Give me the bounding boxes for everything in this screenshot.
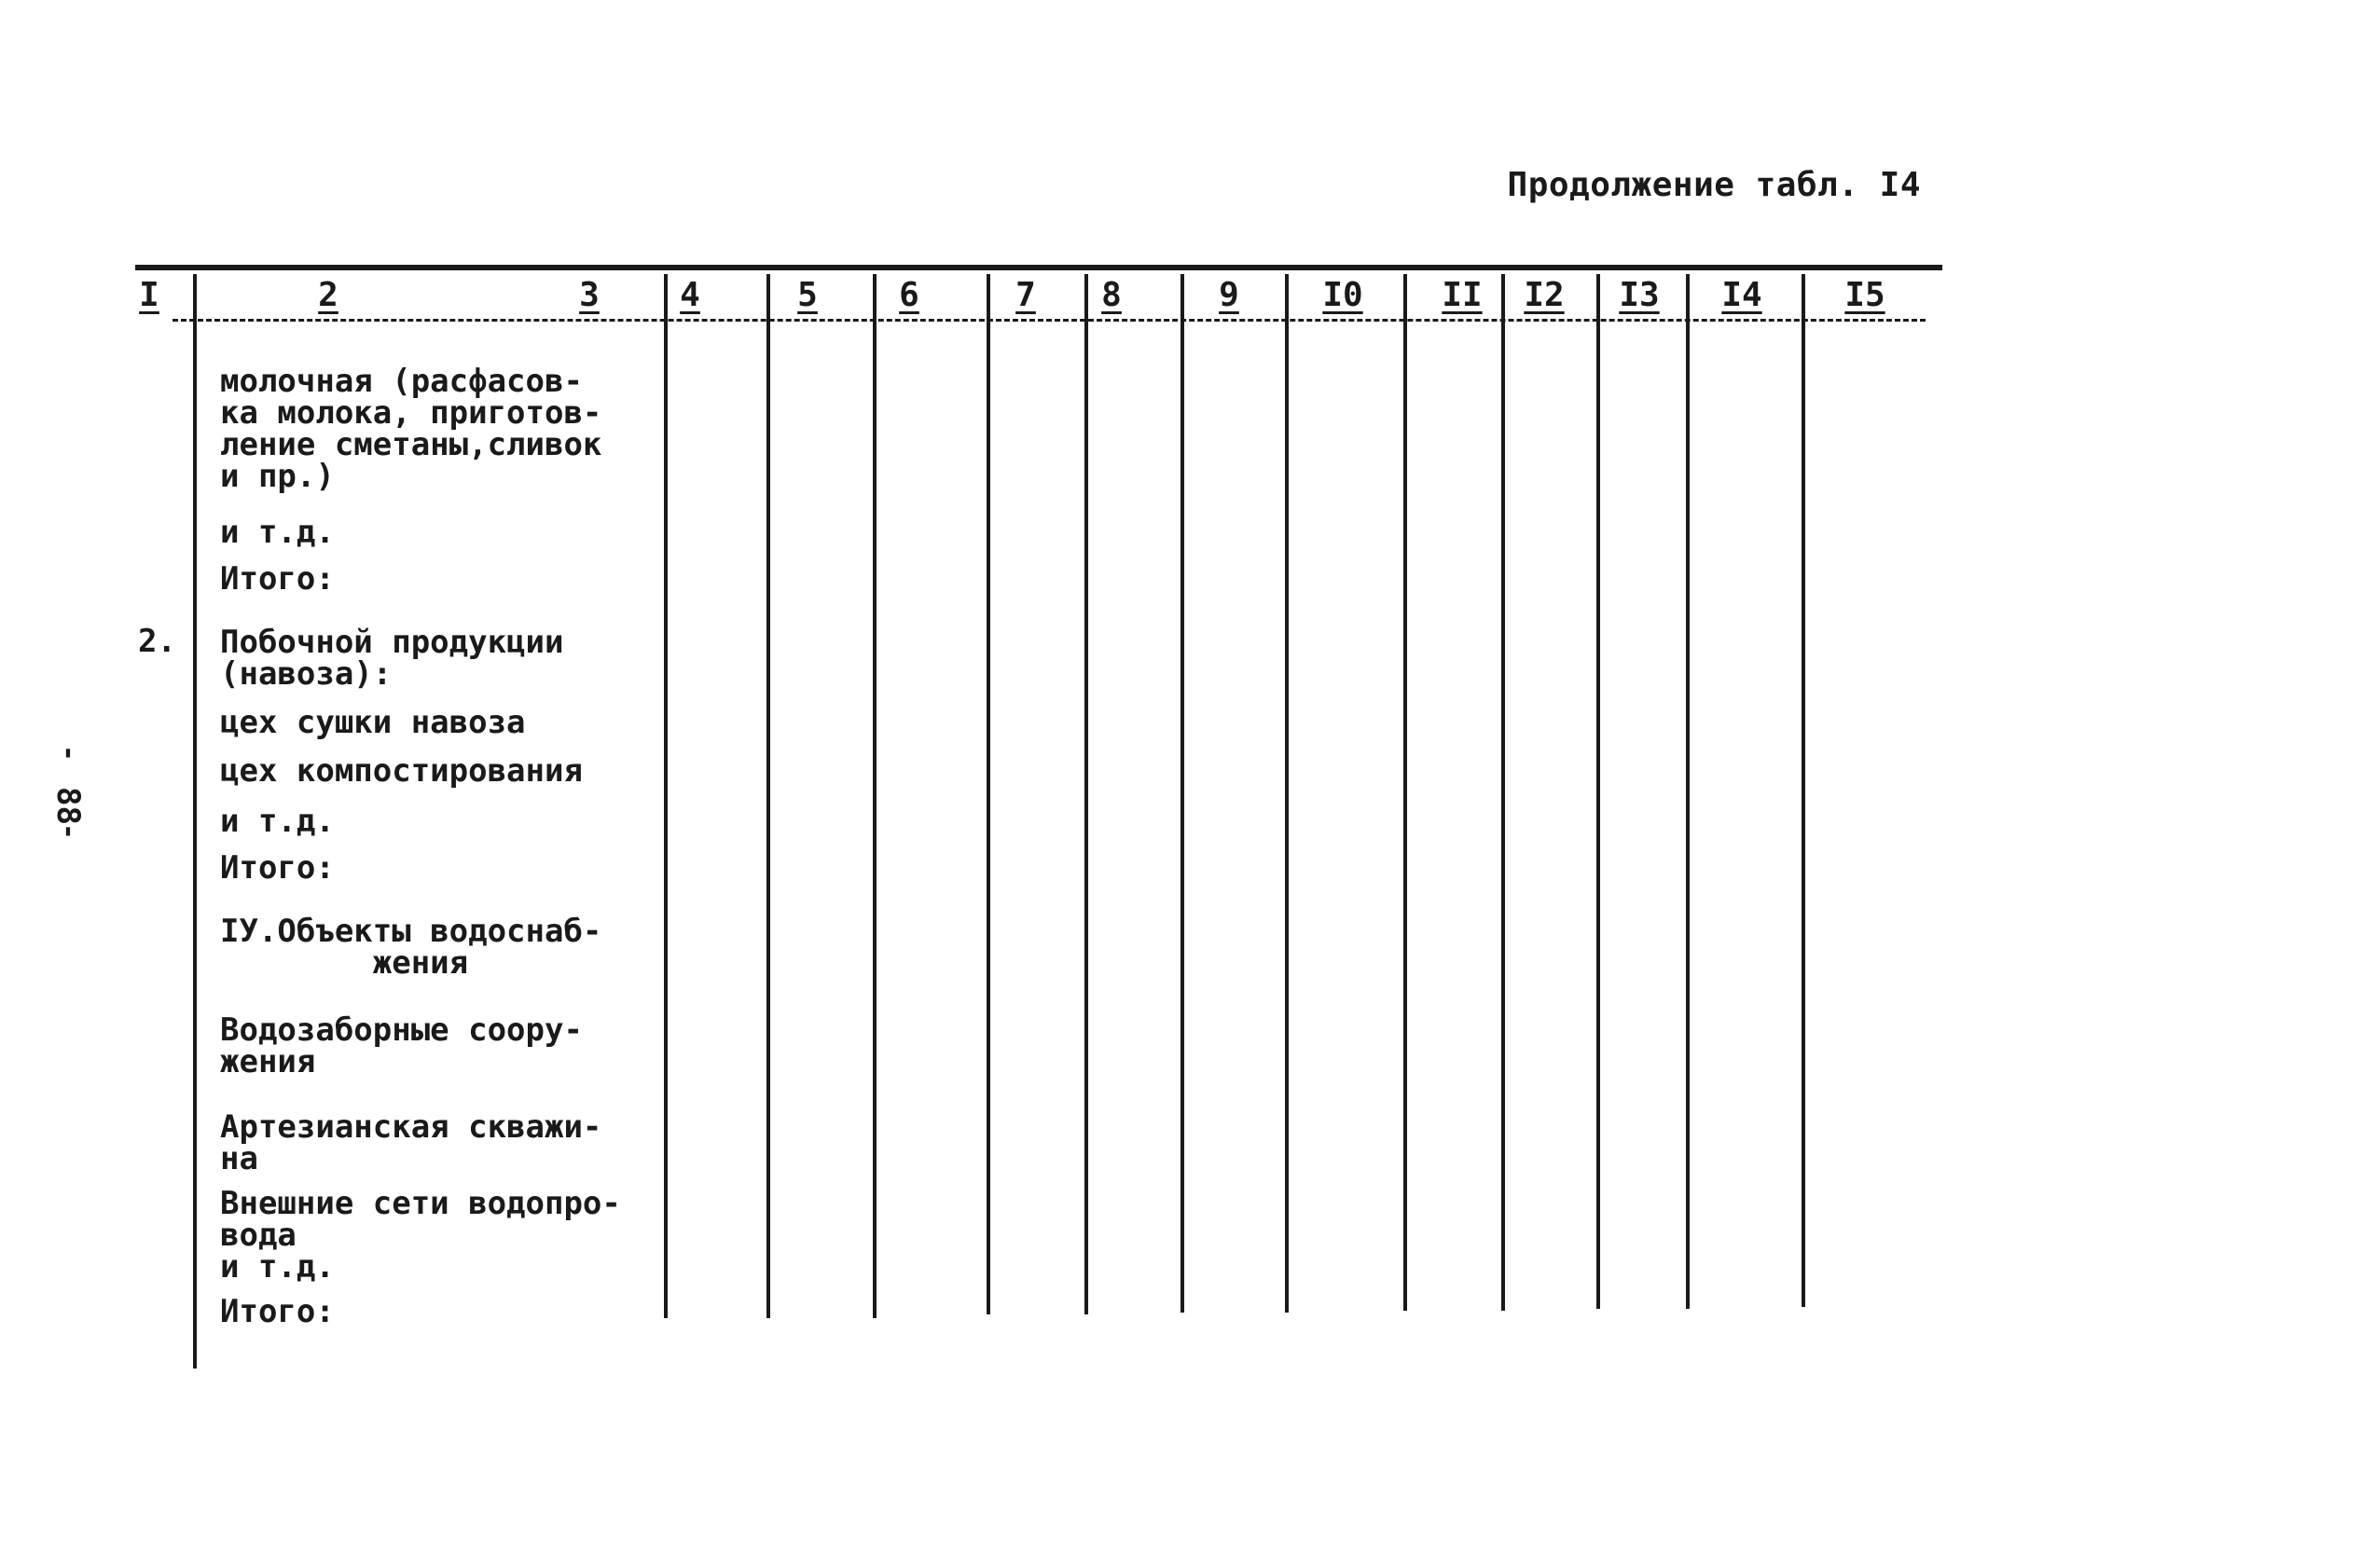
- column-rule-6: [1084, 274, 1088, 1314]
- column-number-8: 8: [1101, 276, 1122, 314]
- column-number-6: 6: [899, 276, 919, 314]
- column-rule-12: [1686, 274, 1690, 1309]
- column-number-10: I0: [1322, 276, 1363, 314]
- row-byproduct-text: Побочной продукции (навоза):: [220, 624, 564, 693]
- column-number-3: 3: [579, 276, 600, 314]
- column-number-2: 2: [318, 276, 338, 314]
- column-rule-11: [1596, 274, 1600, 1309]
- margin-mark-top: ': [58, 743, 78, 780]
- column-rule-3: [766, 274, 770, 1318]
- column-rule-1: [193, 274, 197, 1369]
- margin-page-number: [49, 743, 87, 859]
- column-rule-2: [664, 274, 668, 1318]
- column-rule-8: [1285, 274, 1289, 1313]
- column-number-12: I2: [1524, 276, 1565, 314]
- row-etc-1-text: и т.д.: [220, 514, 335, 551]
- row-composting-text: цех компостирования: [220, 752, 583, 790]
- row-intake-structures-text: Водозаборные соору- жения: [220, 1011, 583, 1080]
- column-rule-4: [873, 274, 877, 1318]
- row-manure-drying-text: цех сушки навоза: [220, 704, 526, 741]
- column-number-5: 5: [797, 276, 818, 314]
- table-continuation-caption: Продолжение табл. I4: [1507, 166, 1921, 204]
- row-dairy-text: молочная (расфасов- ка молока, приготов- ление сметаны,сливок и пр.): [220, 363, 602, 495]
- row-total-1-text: Итого:: [220, 560, 335, 598]
- header-dashed-rule: [173, 319, 1926, 322]
- row-external-networks-text: Внешние сети водопро- вода и т.д.: [220, 1185, 621, 1286]
- column-number-7: 7: [1015, 276, 1036, 314]
- column-rule-13: [1802, 274, 1805, 1307]
- column-rule-9: [1403, 274, 1407, 1311]
- row-water-supply-text: IУ.Объекты водоснаб- жения: [220, 913, 602, 982]
- row-total-3-text: Итого:: [220, 1293, 335, 1330]
- column-number-4: 4: [680, 276, 700, 314]
- margin-mark-bottom: ': [58, 821, 78, 859]
- column-number-11: II: [1442, 276, 1483, 314]
- column-number-1: I: [139, 276, 159, 314]
- row-total-2-text: Итого:: [220, 849, 335, 887]
- row-number-2: 2.: [138, 623, 176, 660]
- table-top-rule: [135, 265, 1942, 270]
- column-rule-10: [1501, 274, 1505, 1311]
- row-artesian-well-text: Артезианская скважи- на: [220, 1108, 602, 1177]
- page-number: 88: [49, 787, 87, 825]
- column-number-14: I4: [1721, 276, 1762, 314]
- column-rule-7: [1180, 274, 1184, 1313]
- column-number-9: 9: [1219, 276, 1239, 314]
- column-rule-5: [987, 274, 990, 1314]
- column-number-13: I3: [1619, 276, 1660, 314]
- column-number-15: I5: [1844, 276, 1885, 314]
- row-etc-2-text: и т.д.: [220, 803, 335, 840]
